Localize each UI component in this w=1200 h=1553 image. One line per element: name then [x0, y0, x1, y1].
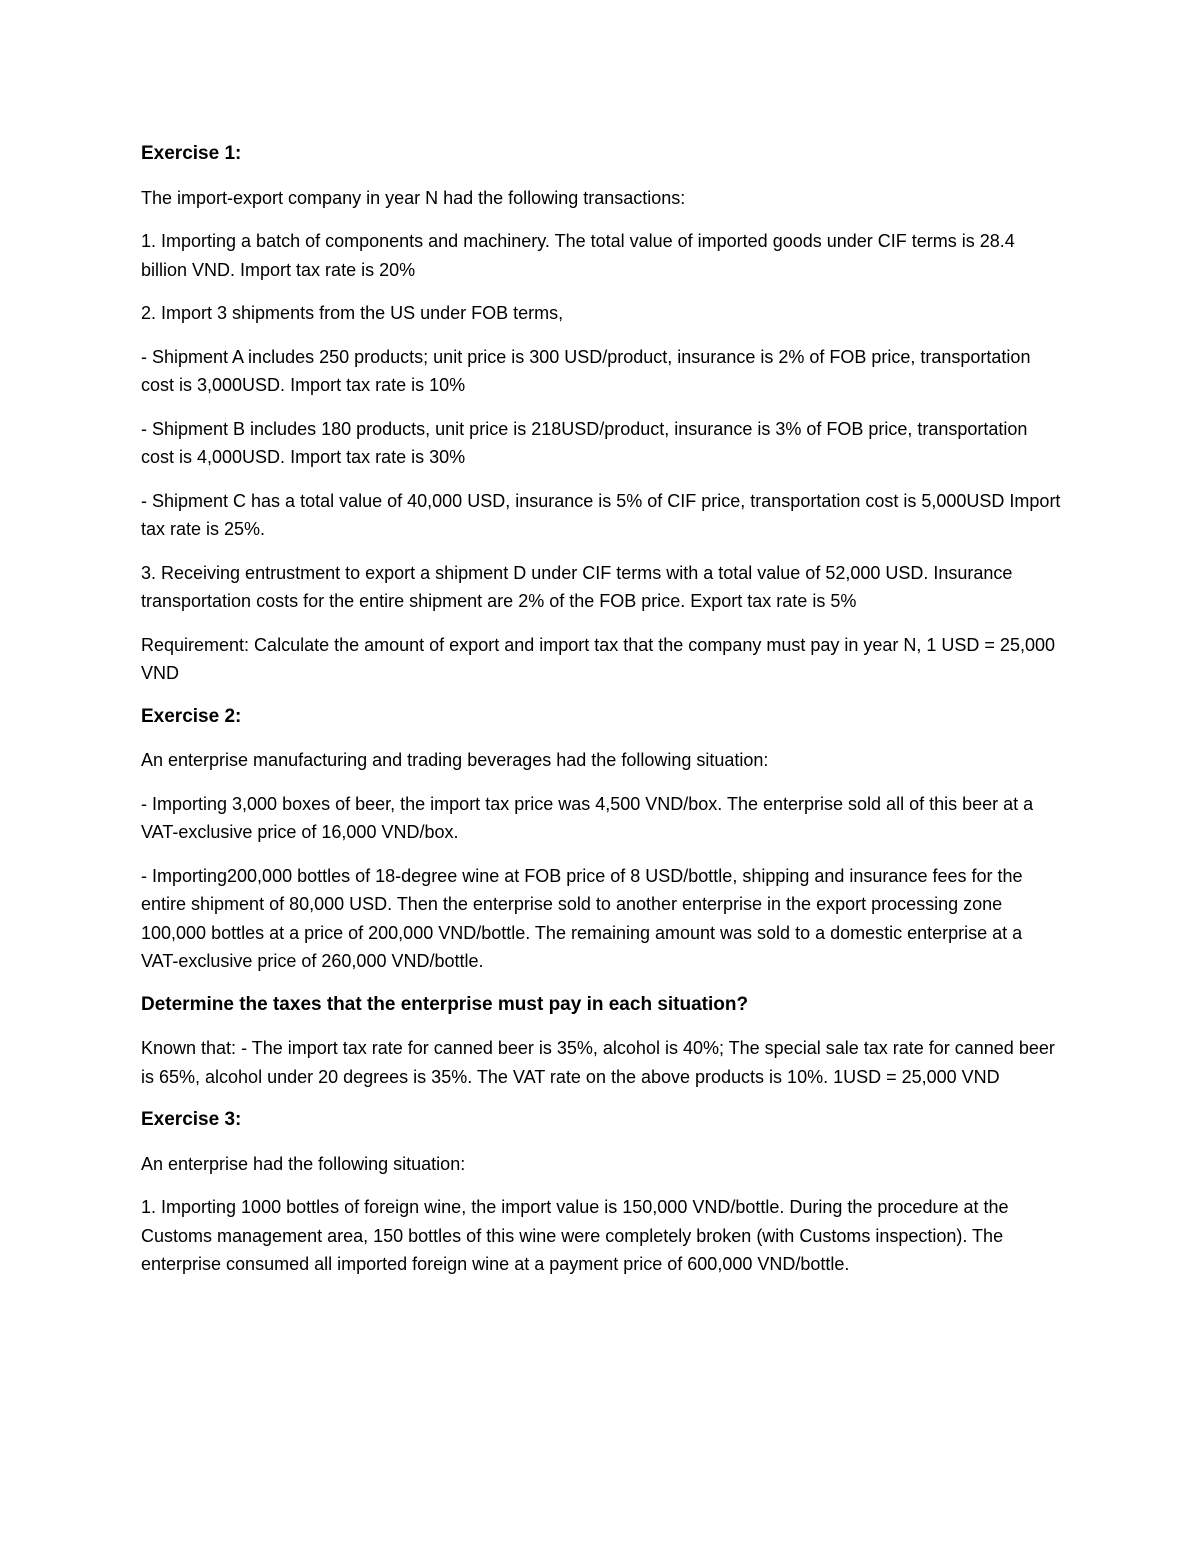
document-page [141, 140, 1061, 1294]
exercise-2-title: Exercise 2: [141, 705, 242, 727]
exercise-1-item-2: 2. Import 3 shipments from the US under FOB terms, [141, 303, 564, 323]
exercise-1-title: Exercise 1: [141, 143, 242, 164]
exercise-1-shipment-b: - Shipment B includes 180 products, unit price is 218USD/product, insurance is 3% of FOB price, transportation cost is 4,000USD. Import tax rate is 30% [141, 418, 1028, 467]
exercise-2-wine: - Importing200,000 bottles of 18-degree wine at FOB price of 8 USD/bottle, shipping and insurance fees for the entire shipment of 80,000 USD. Then the enterprise sold to another enterprise in the export processing zone 100,000 bottles at a price of 200,000 VND/bottle. The remaining amount was sold to a domestic enterprise at a VAT-exclusive price of 260,000 VND/bottle. [141, 865, 1023, 971]
exercise-2-question: Determine the taxes that the enterprise must pay in each situation? [141, 993, 749, 1015]
exercise-2-intro: An enterprise manufacturing and trading beverages had the following situation: [141, 750, 769, 770]
exercise-1-item-3: 3. Receiving entrustment to export a shipment D under CIF terms with a total value of 52,000 USD. Insurance transportation costs for the entire shipment are 2% of the FOB price. Export tax rate is 5% [141, 562, 1013, 611]
exercise-2-beer: - Importing 3,000 boxes of beer, the import tax price was 4,500 VND/box. The enterprise sold all of this beer at a VAT-exclusive price of 16,000 VND/box. [141, 793, 1034, 842]
exercise-1-shipment-a: - Shipment A includes 250 products; unit price is 300 USD/product, insurance is 2% of FOB price, transportation cost is 3,000USD. Import tax rate is 10% [141, 346, 1031, 395]
exercise-2-known: Known that: - The import tax rate for canned beer is 35%, alcohol is 40%; The special sale tax rate for canned beer is 65%, alcohol under 20 degrees is 35%. The VAT rate on the above products is 10%. 1USD = 25,000 VND [141, 1038, 1055, 1087]
exercise-3-intro: An enterprise had the following situation: [141, 1153, 466, 1174]
exercise-1-requirement: Requirement: Calculate the amount of export and import tax that the company must pay in year N, 1 USD = 25,000 VND [141, 634, 1055, 683]
exercise-3-item-1: 1. Importing 1000 bottles of foreign wine, the import value is 150,000 VND/bottle. During the procedure at the Customs management area, 150 bottles of this wine were completely broken (with Customs inspection). The enterprise consumed all imported foreign wine at a payment price of 600,000 VND/bottle. [141, 1197, 1009, 1274]
exercise-3-title: Exercise 3: [141, 1109, 242, 1130]
exercise-1-intro: The import-export company in year N had the following transactions: [141, 187, 686, 208]
exercise-1-item-1: 1. Importing a batch of components and machinery. The total value of imported goods under CIF terms is 28.4 billion VND. Import tax rate is 20% [141, 231, 1015, 280]
exercise-1-shipment-c: - Shipment C has a total value of 40,000 USD, insurance is 5% of CIF price, transportation cost is 5,000USD Import tax rate is 25%. [141, 490, 1061, 539]
